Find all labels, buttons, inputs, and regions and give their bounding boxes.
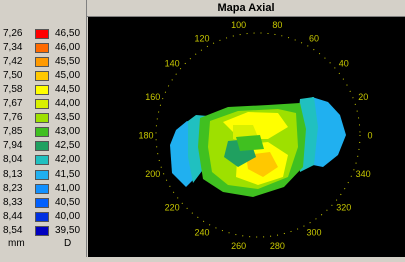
legend-row [0, 182, 86, 196]
axis-angle-label: 160 [145, 92, 161, 103]
map-title: Mapa Axial [87, 0, 405, 17]
legend-mm-value: 8,23 [3, 182, 23, 194]
legend-mm-value: 7,58 [3, 84, 23, 96]
legend-diopter-value: 41,50 [55, 168, 81, 180]
legend-row [0, 55, 86, 69]
legend-mm-value: 8,54 [3, 224, 23, 236]
legend-mm-value: 7,94 [3, 140, 23, 152]
legend-diopter-value: 43,50 [55, 112, 81, 124]
axis-angle-label: 200 [145, 168, 161, 179]
legend-diopter-value: 40,00 [55, 210, 81, 222]
legend-swatch [35, 170, 49, 180]
legend-diopter-value: 40,50 [55, 196, 81, 208]
axis-angle-label: 320 [336, 202, 352, 213]
legend-diopter-value: 45,50 [55, 56, 81, 68]
legend-mm-value: 7,85 [3, 126, 23, 138]
axial-map-panel[interactable] [88, 17, 405, 257]
legend-swatch [35, 71, 49, 81]
legend-mm-value: 8,44 [3, 210, 23, 222]
unit-mm-label: mm [8, 238, 25, 249]
axis-angle-label: 80 [272, 20, 283, 31]
legend-mm-value: 7,34 [3, 42, 23, 54]
legend-swatch [35, 43, 49, 53]
legend-swatch [35, 226, 49, 236]
legend-mm-value: 8,33 [3, 196, 23, 208]
legend-row [0, 111, 86, 125]
legend-row [0, 69, 86, 83]
axis-angle-label: 260 [231, 240, 247, 251]
legend-mm-value: 7,42 [3, 56, 23, 68]
legend-diopter-value: 44,00 [55, 98, 81, 110]
legend-swatch [35, 57, 49, 67]
legend-mm-value: 7,67 [3, 98, 23, 110]
legend-mm-value: 7,50 [3, 70, 23, 82]
axis-angle-label: 40 [338, 58, 349, 69]
legend-row [0, 125, 86, 139]
legend-diopter-value: 46,00 [55, 42, 81, 54]
legend-swatch [35, 99, 49, 109]
legend-diopter-value: 42,50 [55, 140, 81, 152]
legend-diopter-value: 42,00 [55, 154, 81, 166]
unit-d-label: D [64, 238, 72, 249]
legend-swatch [35, 155, 49, 165]
legend-diopter-value: 39,50 [55, 224, 81, 236]
legend-swatch [35, 184, 49, 194]
legend-swatch [35, 212, 49, 222]
axis-angle-label: 340 [355, 168, 371, 179]
legend-row [0, 153, 86, 167]
legend-mm-value: 7,76 [3, 112, 23, 124]
legend-row [0, 83, 86, 97]
axis-angle-label: 0 [367, 130, 373, 141]
legend-diopter-value: 46,50 [55, 28, 81, 39]
legend-row [0, 139, 86, 153]
legend-swatch [35, 85, 49, 95]
legend-row [0, 224, 86, 238]
legend-mm-value: 7,26 [3, 28, 23, 39]
axis-angle-label: 180 [138, 130, 154, 141]
legend-diopter-value: 45,00 [55, 70, 81, 82]
legend-diopter-value: 43,00 [55, 126, 81, 138]
color-scale-legend [0, 0, 87, 257]
legend-mm-value: 8,04 [3, 154, 23, 166]
axial-map-svg[interactable] [88, 17, 405, 257]
axis-angle-label: 240 [194, 227, 210, 238]
axis-angle-label: 140 [164, 58, 180, 69]
axis-angle-label: 120 [194, 33, 210, 44]
legend-diopter-value: 41,00 [55, 182, 81, 194]
axis-angle-label: 100 [231, 20, 247, 31]
legend-swatch [35, 113, 49, 123]
legend-row [0, 210, 86, 224]
axis-angle-label: 20 [358, 92, 369, 103]
legend-row [0, 168, 86, 182]
legend-row [0, 27, 86, 41]
axis-angle-label: 300 [306, 227, 322, 238]
topography-map [170, 97, 346, 197]
axis-angle-label: 60 [308, 33, 320, 44]
legend-swatch [35, 198, 49, 208]
legend-mm-value: 8,13 [3, 168, 23, 180]
axis-angle-label: 220 [164, 202, 180, 213]
legend-row [0, 41, 86, 55]
legend-swatch [35, 141, 49, 151]
axis-angle-label: 280 [269, 240, 285, 251]
legend-row [0, 97, 86, 111]
legend-swatch [35, 127, 49, 137]
legend-diopter-value: 44,50 [55, 84, 81, 96]
legend-swatch [35, 29, 49, 39]
legend-row [0, 196, 86, 210]
